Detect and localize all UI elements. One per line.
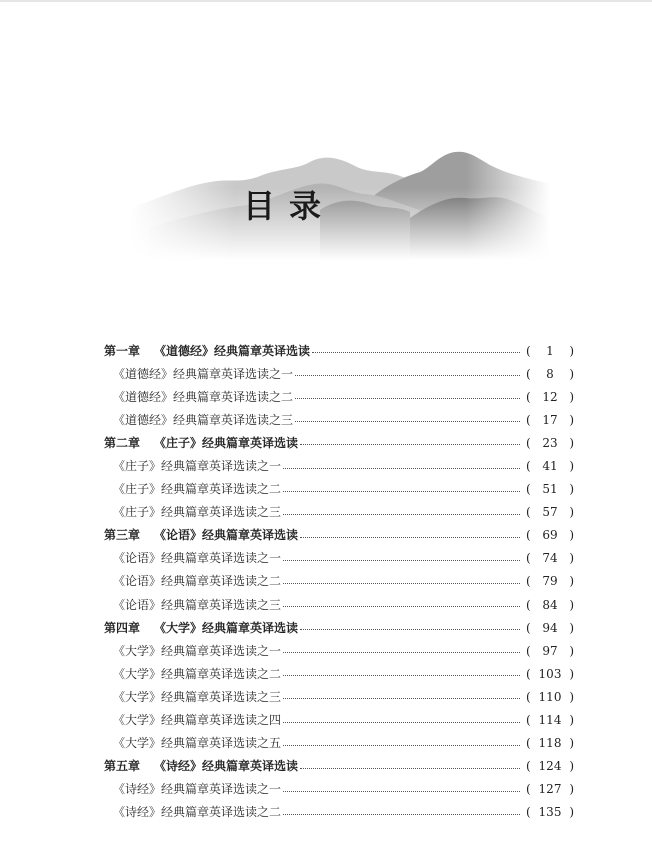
page-number: 51 bbox=[542, 482, 558, 497]
dot-leader bbox=[312, 352, 520, 353]
toc-section-row[interactable] bbox=[104, 732, 574, 755]
dot-leader bbox=[283, 514, 520, 515]
dot-leader bbox=[283, 675, 520, 676]
toc-entry-title: 《论语》经典篇章英译选读之二 bbox=[113, 574, 282, 589]
paren-close: ) bbox=[569, 759, 574, 774]
page-number: 69 bbox=[542, 528, 558, 543]
paren-open: ( bbox=[526, 666, 531, 681]
paren-open: ( bbox=[526, 528, 531, 543]
dot-leader bbox=[295, 398, 520, 399]
ink-mountain-banner bbox=[130, 148, 550, 260]
paren-close: ) bbox=[569, 782, 574, 797]
dot-leader bbox=[300, 444, 520, 445]
page-number: 103 bbox=[538, 666, 562, 681]
toc-entry-title: 《大学》经典篇章英译选读之二 bbox=[113, 666, 282, 681]
toc-page-number bbox=[526, 668, 574, 680]
page-number: 135 bbox=[538, 805, 562, 820]
toc-chapter-row[interactable] bbox=[104, 755, 574, 778]
toc-page-number bbox=[526, 345, 574, 357]
toc-page-number bbox=[526, 806, 574, 818]
paren-open: ( bbox=[526, 713, 531, 728]
toc-page-number bbox=[526, 506, 574, 518]
toc-chapter-row[interactable] bbox=[104, 524, 574, 547]
dot-leader bbox=[283, 606, 520, 607]
toc-page-number bbox=[526, 414, 574, 426]
toc-section-row[interactable] bbox=[104, 709, 574, 732]
toc-entry-title: 《论语》经典篇章英译选读之三 bbox=[113, 597, 282, 612]
toc-chapter-title: 《道德经》经典篇章英译选读 bbox=[154, 343, 311, 358]
paren-open: ( bbox=[526, 759, 531, 774]
toc-page-number bbox=[526, 622, 574, 634]
paren-close: ) bbox=[569, 482, 574, 497]
toc-entry-title: 《论语》经典篇章英译选读之一 bbox=[113, 551, 282, 566]
toc-page-number bbox=[526, 737, 574, 749]
page-number: 118 bbox=[538, 736, 562, 751]
toc-section-row[interactable] bbox=[104, 385, 574, 408]
toc-entry-title: 《大学》经典篇章英译选读之五 bbox=[113, 736, 282, 751]
toc-section-row[interactable] bbox=[104, 639, 574, 662]
paren-open: ( bbox=[526, 459, 531, 474]
page-number: 124 bbox=[538, 759, 562, 774]
toc-chapter-row[interactable] bbox=[104, 339, 574, 362]
toc-page-number bbox=[526, 783, 574, 795]
page-number: 41 bbox=[542, 459, 558, 474]
toc-section-row[interactable] bbox=[104, 662, 574, 685]
paren-open: ( bbox=[526, 343, 531, 358]
paren-close: ) bbox=[569, 805, 574, 820]
toc-page-number bbox=[526, 714, 574, 726]
table-of-contents bbox=[104, 339, 574, 824]
paren-close: ) bbox=[569, 528, 574, 543]
toc-entry-title: 《诗经》经典篇章英译选读之一 bbox=[113, 782, 282, 797]
toc-chapter-title: 《诗经》经典篇章英译选读 bbox=[154, 759, 299, 774]
paren-close: ) bbox=[569, 459, 574, 474]
toc-section-row[interactable] bbox=[104, 408, 574, 431]
toc-entry-title bbox=[104, 345, 310, 357]
dot-leader bbox=[283, 791, 520, 792]
paren-close: ) bbox=[569, 435, 574, 450]
page-number: 1 bbox=[546, 343, 554, 358]
toc-page-number bbox=[526, 645, 574, 657]
page-number: 23 bbox=[542, 435, 558, 450]
toc-chapter-title: 《论语》经典篇章英译选读 bbox=[154, 528, 299, 543]
paren-close: ) bbox=[569, 412, 574, 427]
paren-open: ( bbox=[526, 689, 531, 704]
toc-chapter-label: 第一章 bbox=[104, 343, 141, 358]
paren-open: ( bbox=[526, 551, 531, 566]
toc-entry-title bbox=[104, 760, 298, 772]
toc-section-row[interactable] bbox=[104, 801, 574, 824]
dot-leader bbox=[283, 560, 520, 561]
toc-section-row[interactable] bbox=[104, 454, 574, 477]
paren-close: ) bbox=[569, 389, 574, 404]
toc-page-number bbox=[526, 391, 574, 403]
dot-leader bbox=[295, 375, 520, 376]
dot-leader bbox=[283, 698, 520, 699]
paren-close: ) bbox=[569, 643, 574, 658]
dot-leader bbox=[283, 652, 520, 653]
page-number: 114 bbox=[538, 713, 562, 728]
paren-close: ) bbox=[569, 366, 574, 381]
toc-heading: 目录 bbox=[243, 187, 336, 225]
toc-chapter-label: 第四章 bbox=[104, 620, 141, 635]
paren-close: ) bbox=[569, 505, 574, 520]
page-number: 94 bbox=[542, 620, 558, 635]
toc-entry-title: 《道德经》经典篇章英译选读之二 bbox=[113, 389, 294, 404]
toc-section-row[interactable] bbox=[104, 778, 574, 801]
paren-open: ( bbox=[526, 736, 531, 751]
page-number: 17 bbox=[542, 412, 558, 427]
toc-entry-title bbox=[104, 437, 298, 449]
toc-chapter-title: 《庄子》经典篇章英译选读 bbox=[154, 435, 299, 450]
paren-open: ( bbox=[526, 366, 531, 381]
toc-section-row[interactable] bbox=[104, 478, 574, 501]
paren-open: ( bbox=[526, 620, 531, 635]
toc-entry-title: 《大学》经典篇章英译选读之一 bbox=[113, 643, 282, 658]
toc-section-row[interactable] bbox=[104, 362, 574, 385]
toc-page-number bbox=[526, 437, 574, 449]
page-number: 79 bbox=[542, 574, 558, 589]
toc-page-number bbox=[526, 575, 574, 587]
toc-entry-title: 《大学》经典篇章英译选读之三 bbox=[113, 689, 282, 704]
page-number: 57 bbox=[542, 505, 558, 520]
page-number: 127 bbox=[538, 782, 562, 797]
toc-entry-title: 《大学》经典篇章英译选读之四 bbox=[113, 713, 282, 728]
toc-entry-title bbox=[104, 622, 298, 634]
toc-chapter-row[interactable] bbox=[104, 616, 574, 639]
toc-section-row[interactable] bbox=[104, 685, 574, 708]
toc-page-number bbox=[526, 552, 574, 564]
paren-close: ) bbox=[569, 736, 574, 751]
paren-close: ) bbox=[569, 666, 574, 681]
paren-open: ( bbox=[526, 505, 531, 520]
dot-leader bbox=[283, 468, 520, 469]
page-number: 110 bbox=[538, 689, 562, 704]
toc-entry-title: 《庄子》经典篇章英译选读之二 bbox=[113, 482, 282, 497]
paren-close: ) bbox=[569, 597, 574, 612]
paren-close: ) bbox=[569, 551, 574, 566]
dot-leader bbox=[283, 722, 520, 723]
toc-page-number bbox=[526, 483, 574, 495]
paren-open: ( bbox=[526, 412, 531, 427]
dot-leader bbox=[300, 629, 520, 630]
paren-open: ( bbox=[526, 597, 531, 612]
dot-leader bbox=[300, 537, 520, 538]
page-top-rule bbox=[0, 0, 652, 2]
dot-leader bbox=[283, 814, 520, 815]
dot-leader bbox=[283, 745, 520, 746]
paren-open: ( bbox=[526, 389, 531, 404]
toc-section-row[interactable] bbox=[104, 501, 574, 524]
toc-entry-title: 《诗经》经典篇章英译选读之二 bbox=[113, 805, 282, 820]
toc-page-number bbox=[526, 691, 574, 703]
toc-page-number bbox=[526, 368, 574, 380]
paren-open: ( bbox=[526, 805, 531, 820]
toc-page-number bbox=[526, 599, 574, 611]
paren-close: ) bbox=[569, 689, 574, 704]
toc-chapter-title: 《大学》经典篇章英译选读 bbox=[154, 620, 299, 635]
toc-section-row[interactable] bbox=[104, 593, 574, 616]
paren-close: ) bbox=[569, 620, 574, 635]
dot-leader bbox=[295, 421, 520, 422]
toc-section-row[interactable] bbox=[104, 547, 574, 570]
dot-leader bbox=[283, 491, 520, 492]
toc-chapter-label: 第五章 bbox=[104, 759, 141, 774]
toc-page-number bbox=[526, 760, 574, 772]
paren-open: ( bbox=[526, 482, 531, 497]
page-number: 84 bbox=[542, 597, 558, 612]
page-number: 8 bbox=[546, 366, 554, 381]
dot-leader bbox=[300, 768, 520, 769]
toc-entry-title bbox=[104, 529, 298, 541]
toc-chapter-label: 第三章 bbox=[104, 528, 141, 543]
paren-close: ) bbox=[569, 713, 574, 728]
toc-entry-title: 《庄子》经典篇章英译选读之一 bbox=[113, 459, 282, 474]
toc-entry-title: 《庄子》经典篇章英译选读之三 bbox=[113, 505, 282, 520]
toc-section-row[interactable] bbox=[104, 570, 574, 593]
paren-open: ( bbox=[526, 435, 531, 450]
toc-chapter-row[interactable] bbox=[104, 431, 574, 454]
paren-close: ) bbox=[569, 343, 574, 358]
paren-close: ) bbox=[569, 574, 574, 589]
toc-page-number bbox=[526, 529, 574, 541]
toc-entry-title: 《道德经》经典篇章英译选读之三 bbox=[113, 412, 294, 427]
paren-open: ( bbox=[526, 643, 531, 658]
page-number: 12 bbox=[542, 389, 558, 404]
page-number: 74 bbox=[542, 551, 558, 566]
toc-page-number bbox=[526, 460, 574, 472]
paren-open: ( bbox=[526, 782, 531, 797]
toc-chapter-label: 第二章 bbox=[104, 435, 141, 450]
page-number: 97 bbox=[542, 643, 558, 658]
paren-open: ( bbox=[526, 574, 531, 589]
toc-entry-title: 《道德经》经典篇章英译选读之一 bbox=[113, 366, 294, 381]
dot-leader bbox=[283, 583, 520, 584]
